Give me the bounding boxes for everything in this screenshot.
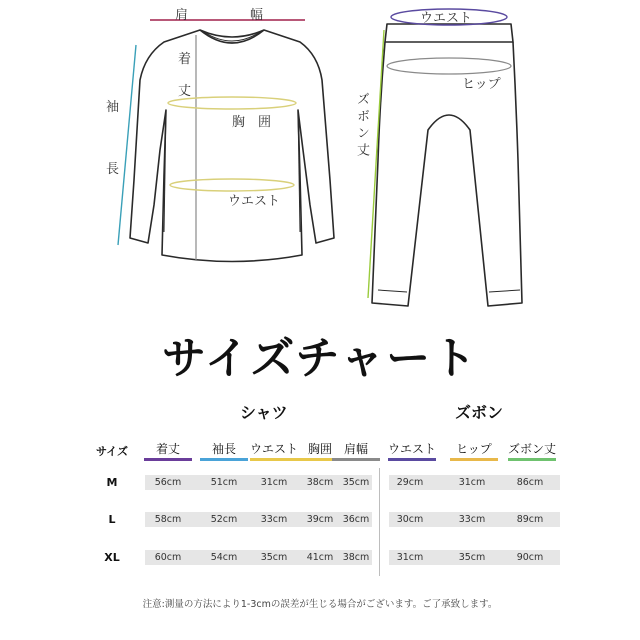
col-head-sleeve-bar	[200, 458, 248, 461]
table-cell: 31cm	[260, 477, 288, 488]
table-cell: 56cm	[154, 477, 182, 488]
col-head-sleeve-label: 袖長	[211, 442, 236, 456]
table-cell: 35cm	[342, 477, 370, 488]
col-head-pants-waist	[384, 440, 440, 461]
shirt-section-title: シャツ	[240, 403, 288, 422]
table-cell: 38cm	[306, 477, 334, 488]
table-cell: 39cm	[306, 514, 334, 525]
table-cell: 60cm	[154, 552, 182, 563]
table-cell: 54cm	[210, 552, 238, 563]
col-head-length-bar	[144, 458, 192, 461]
length-label-2: 丈	[178, 84, 192, 99]
table-cell: 33cm	[458, 514, 486, 525]
size-l-label: L	[108, 513, 116, 526]
col-head-waist-label: ウエスト	[249, 442, 298, 456]
table-cell: 51cm	[210, 477, 238, 488]
size-header: サイズ	[95, 445, 129, 458]
table-cell: 89cm	[516, 514, 544, 525]
hip-label: ヒップ	[462, 77, 501, 92]
table-cell: 35cm	[260, 552, 288, 563]
shoulder-label-2: 幅	[250, 8, 264, 23]
col-head-length	[140, 440, 196, 461]
col-head-pants-length-bar	[508, 458, 556, 461]
table-cell: 33cm	[260, 514, 288, 525]
col-head-pants-waist-bar	[388, 458, 436, 461]
col-head-shoulder-label: 肩幅	[343, 442, 368, 456]
table-cell: 36cm	[342, 514, 370, 525]
measurement-note: 注意:測量の方法により1-3cmの誤差が生じる場合がございます。ご了承致します。	[142, 599, 498, 610]
sleeve-label-2: 長	[106, 162, 120, 177]
chest-label: 胸 囲	[232, 115, 272, 130]
col-head-hip-label: ヒップ	[456, 442, 492, 456]
table-cell: 41cm	[306, 552, 334, 563]
shoulder-label-1: 肩	[175, 8, 189, 23]
table-cell: 52cm	[210, 514, 238, 525]
pants-length-label: ズボン丈	[354, 92, 369, 160]
col-head-hip-bar	[450, 458, 498, 461]
table-cell: 30cm	[396, 514, 424, 525]
pants-section-title: ズボン	[455, 403, 504, 422]
pants-waist-label: ウエスト	[420, 11, 473, 26]
size-xl-label: XL	[104, 551, 120, 564]
col-head-waist-bar	[250, 458, 298, 461]
col-head-length-label: 着丈	[155, 442, 180, 456]
pants-outline	[372, 24, 522, 306]
table-cell: 38cm	[342, 552, 370, 563]
table-cell: 86cm	[516, 477, 544, 488]
table-cell: 29cm	[396, 477, 424, 488]
table-cell: 31cm	[458, 477, 486, 488]
length-label-1: 着	[178, 52, 192, 67]
table-cell: 35cm	[458, 552, 486, 563]
size-m-label: M	[106, 476, 118, 489]
col-head-pants-waist-label: ウエスト	[387, 442, 436, 456]
col-head-hip	[446, 440, 502, 461]
sleeve-label-1: 袖	[106, 100, 120, 115]
table-cell: 58cm	[154, 514, 182, 525]
col-head-pants-length-label: ズボン丈	[507, 442, 556, 456]
shirt-waist-label: ウエスト	[228, 194, 281, 209]
col-head-shoulder-bar	[332, 458, 380, 461]
col-head-pants-length	[504, 440, 560, 461]
col-head-sleeve	[196, 440, 252, 461]
col-head-chest-label: 胸囲	[307, 442, 332, 456]
size-chart-title: サイズチャート	[161, 333, 479, 384]
table-cell: 90cm	[516, 552, 544, 563]
col-head-shoulder	[328, 440, 384, 461]
shirt-outline	[130, 30, 334, 262]
table-cell: 31cm	[396, 552, 424, 563]
